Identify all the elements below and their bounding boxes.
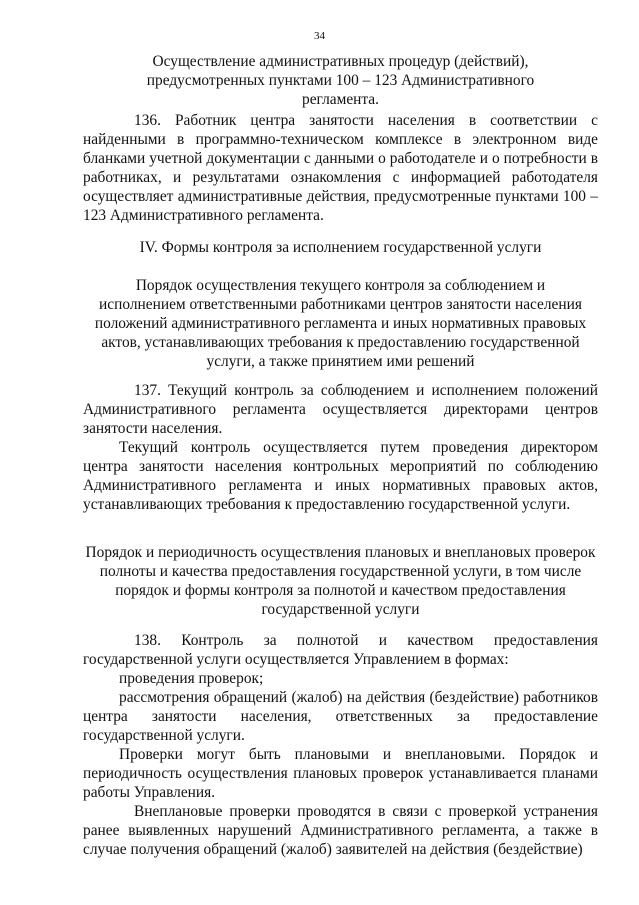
paragraph-138-unplanned: Внеплановые проверки проводятся в связи с проверкой устранения ранее выявленных нарушений Административного регламента, а также в случае получения обращений (жалоб) заявителей на действия (бездействие) [83, 803, 598, 858]
paragraph-138: 138. Контроль за полнотой и качеством предоставления государственной услуги осуществляется Управлением в формах: [83, 632, 598, 668]
paragraph-137: 137. Текущий контроль за соблюдением и исполнением положений Административного регламента осуществляется директорами центров занятости населения. [83, 382, 598, 437]
paragraph-136: 136. Работник центра занятости населения в соответствии с найденными в программно-техническом комплексе в электронном виде бланками учетной документации с данными о работодателе и о потребности в работниках, и результатами ознакомления с информацией работодателя осуществляет административные действия, предусмотренные пунктами 100 – 123 Административного регламента. [83, 112, 598, 224]
section-iv-title: IV. Формы контроля за исполнением государственной услуги [139, 239, 542, 256]
page-number: 34 [314, 30, 325, 42]
paragraph-138-item-2: рассмотрения обращений (жалоб) на действия (бездействие) работников центра занятости населения, ответственных за предоставление государственной услуги. [83, 689, 598, 744]
heading-current-control: Порядок осуществления текущего контроля за соблюдением и исполнением ответственными работниками центров занятости населения положений административного регламента и иных нормативных правовых актов, устанавливающих требования к предоставлению государственной услуги, а также принятием ими решений [94, 277, 587, 370]
paragraph-138-planned: Проверки могут быть плановыми и внеплановыми. Порядок и периодичность осуществления плановых проверок устанавливается планами работы Управления. [83, 746, 598, 801]
heading-inspections: Порядок и периодичность осуществления плановых и внеплановых проверок полноты и качества предоставления государственной услуги, в том числе порядок и формы контроля за полнотой и качеством предоставления государственной услуги [85, 544, 596, 618]
paragraph-137-continued: Текущий контроль осуществляется путем проведения директором центра занятости населения контрольных мероприятий по соблюдению Административного регламента и иных нормативных правовых актов, устанавливающих требования к предоставлению государственной услуги. [83, 439, 598, 513]
heading-procedures: Осуществление административных процедур (действий), предусмотренных пунктами 100 – 123 Административного регламента. [146, 53, 535, 108]
paragraph-138-item-1: проведения проверок; [119, 670, 264, 687]
